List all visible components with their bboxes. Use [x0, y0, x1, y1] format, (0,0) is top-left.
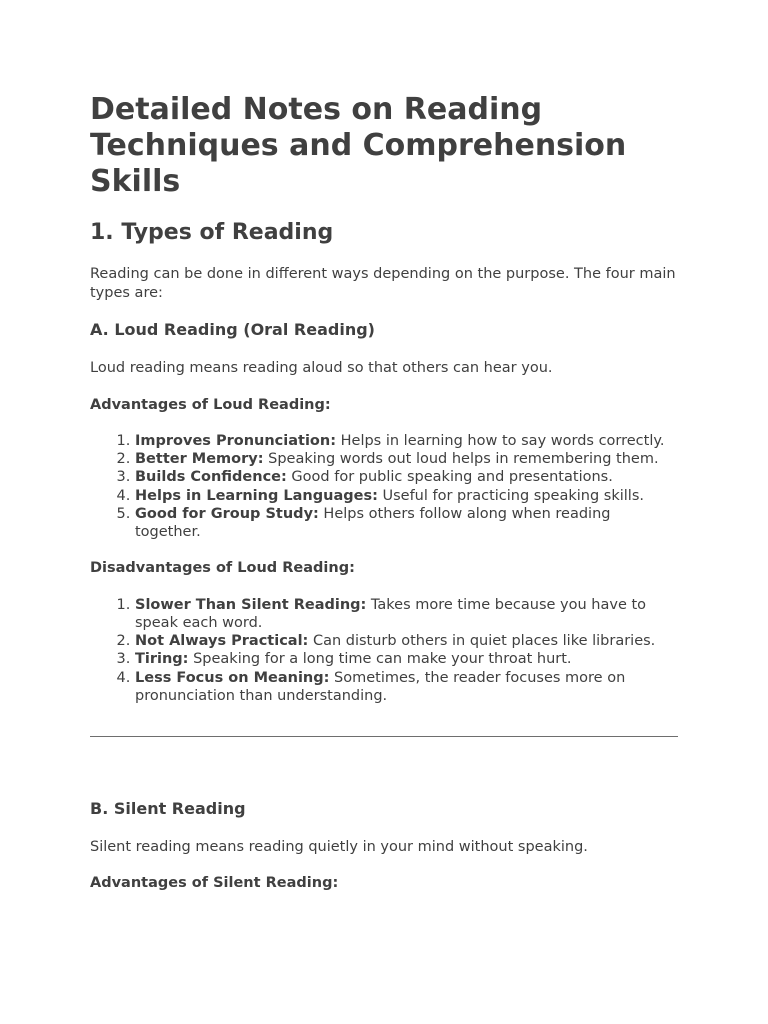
subheading-silent-reading: B. Silent Reading: [90, 798, 246, 818]
list-item: [135, 432, 678, 450]
list-item-term: Tiring:: [135, 651, 189, 668]
list-item: [135, 596, 678, 632]
section-intro: Reading can be done in different ways depending on the purpose. The four main types are:: [90, 266, 676, 301]
section-heading-types-of-reading: 1. Types of Reading: [90, 220, 334, 245]
advantages-loud-label: Advantages of Loud Reading:: [90, 396, 331, 413]
list-item-term: Better Memory:: [135, 451, 264, 468]
list-item: [135, 650, 678, 668]
list-item-term: Less Focus on Meaning:: [135, 669, 330, 686]
list-item-term: Slower Than Silent Reading:: [135, 596, 367, 613]
list-item: [135, 468, 678, 486]
subheading-loud-reading: A. Loud Reading (Oral Reading): [90, 320, 375, 339]
loud-reading-description: Loud reading means reading aloud so that others can hear you.: [90, 360, 553, 376]
list-item-text: Speaking for a long time can make your throat hurt.: [188, 651, 572, 668]
list-item-term: Builds Confidence:: [135, 469, 287, 486]
list-item-term: Helps in Learning Languages:: [135, 487, 378, 504]
list-item-text: Speaking words out loud helps in remembering them.: [263, 451, 659, 468]
list-item-text: Sometimes, the reader focuses more on pronunciation than understanding.: [135, 669, 626, 704]
list-item-term: Good for Group Study:: [135, 505, 319, 522]
advantages-silent-label: Advantages of Silent Reading:: [90, 875, 339, 892]
list-item-term: Improves Pronunciation:: [135, 433, 337, 449]
list-item: [135, 505, 678, 541]
list-item-text: Helps others follow along when reading together.: [135, 505, 611, 541]
list-item-text: Helps in learning how to say words correctly.: [336, 433, 665, 449]
list-item-term: Not Always Practical:: [135, 633, 309, 650]
list-item: [135, 632, 678, 650]
document-title: Detailed Notes on Reading Techniques and Comprehension Skills: [90, 92, 627, 199]
horizontal-divider: [90, 736, 678, 737]
disadvantages-loud-list: [90, 596, 678, 705]
list-item-text: Takes more time because you have to speak each word.: [135, 596, 647, 631]
list-item: [135, 487, 678, 505]
silent-reading-description: Silent reading means reading quietly in your mind without speaking.: [90, 838, 588, 855]
advantages-loud-list: [90, 432, 678, 541]
list-item: [135, 450, 678, 468]
list-item: [135, 669, 678, 705]
disadvantages-loud-label: Disadvantages of Loud Reading:: [90, 560, 355, 577]
list-item-text: Good for public speaking and presentations.: [286, 469, 613, 486]
list-item-text: Useful for practicing speaking skills.: [377, 487, 644, 504]
list-item-text: Can disturb others in quiet places like libraries.: [308, 633, 656, 650]
